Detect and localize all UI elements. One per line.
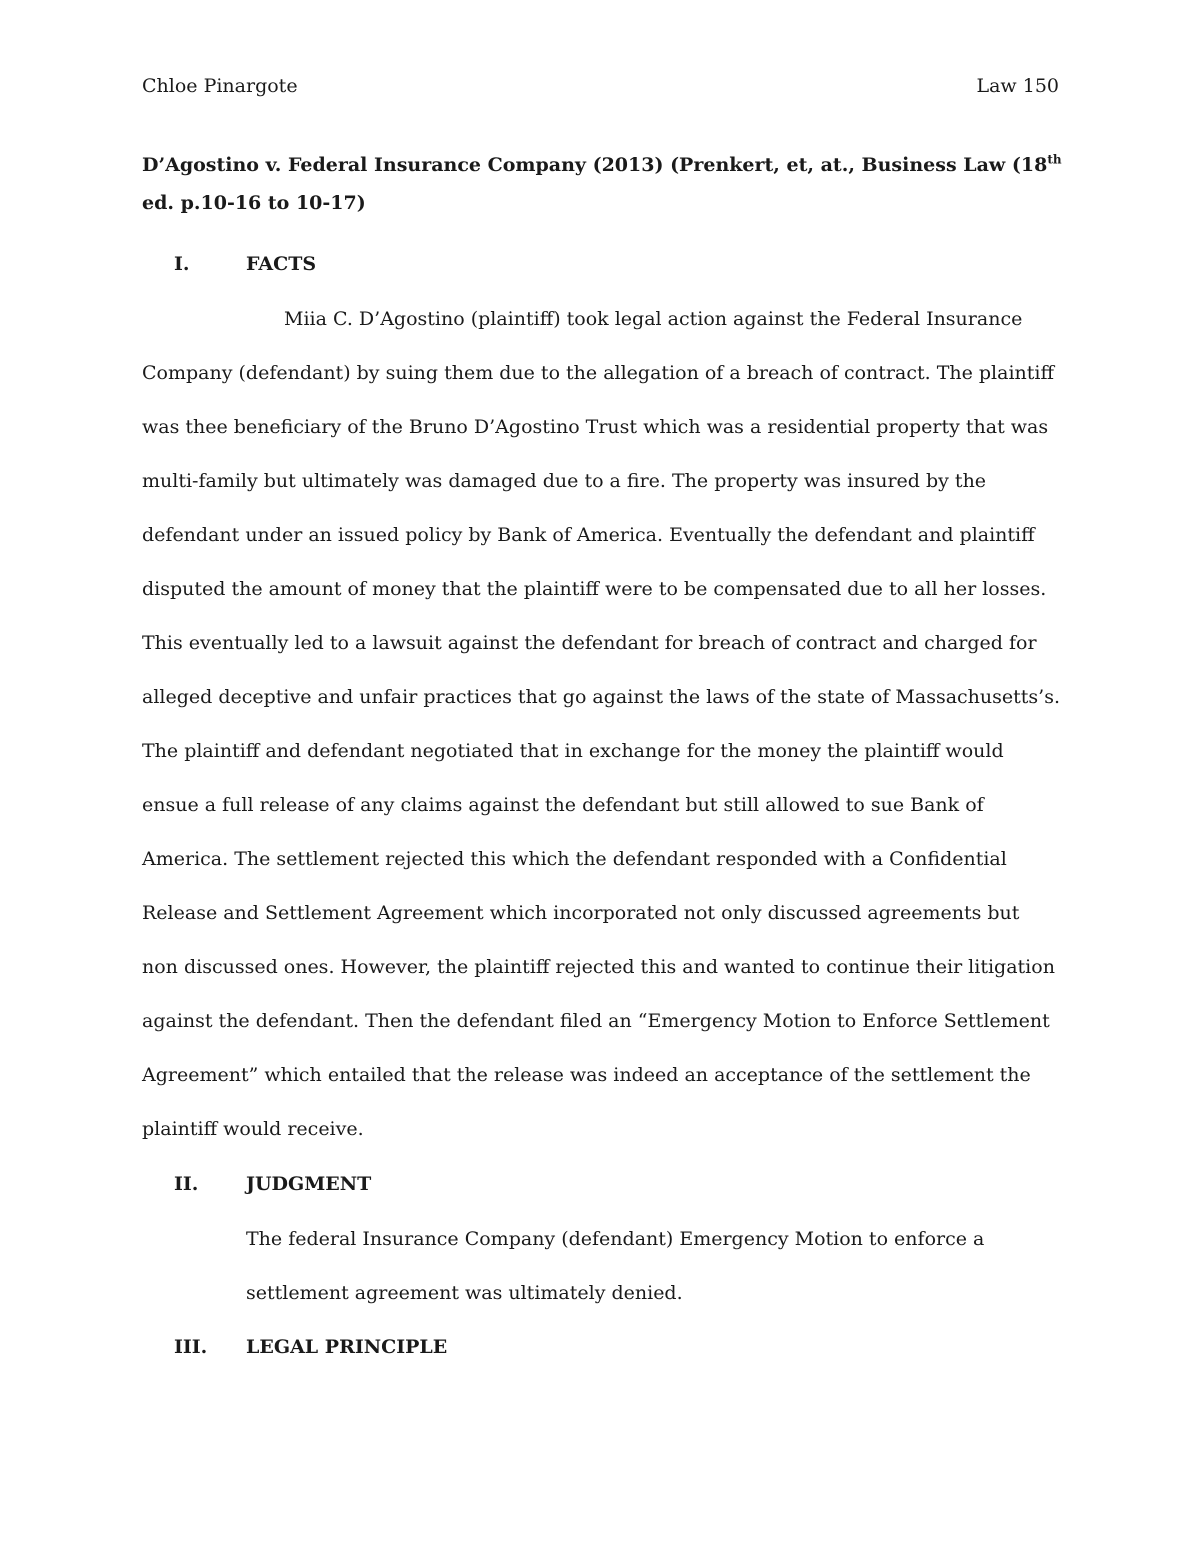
- case-title: [142, 146, 1072, 222]
- case-title-superscript: th: [1047, 152, 1062, 167]
- section-title: LEGAL PRINCIPLE: [246, 1336, 448, 1358]
- section-title: FACTS: [246, 253, 317, 275]
- section-number: II.: [174, 1173, 199, 1195]
- case-title-main: D’Agostino v. Federal Insurance Company (2013) (Prenkert, et, at., Business Law (18: [142, 154, 1048, 176]
- case-title-tail: ed. p.10-16 to 10-17): [142, 192, 366, 214]
- section-title: JUDGMENT: [246, 1173, 372, 1195]
- header-author: Chloe Pinargote: [142, 75, 298, 97]
- section-number: I.: [174, 253, 190, 275]
- judgment-paragraph: The federal Insurance Company (defendant) Emergency Motion to enforce a settlement agreement was ultimately denied.: [246, 1228, 985, 1304]
- header-course: Law 150: [976, 75, 1059, 97]
- facts-paragraph: Miia C. D’Agostino (plaintiff) took legal action against the Federal Insurance Company (defendant) by suing them due to the allegation of a breach of contract. The plaintiff was thee beneficiary of the Bruno D’Agostino Trust which was a residential property that was multi-family but ultimately was damaged due to a fire. The property was insured by the defendant under an issued policy by Bank of America. Eventually the defendant and plaintiff disputed the amount of money that the plaintiff were to be compensated due to all her losses. This eventually led to a lawsuit against the defendant for breach of contract and charged for alleged deceptive and unfair practices that go against the laws of the state of Massachusetts’s. The plaintiff and defendant negotiated that in exchange for the money the plaintiff would ensue a full release of any claims against the defendant but still allowed to sue Bank of America. The settlement rejected this which the defendant responded with a Confidential Release and Settlement Agreement which incorporated not only discussed agreements but non discussed ones. However, the plaintiff rejected this and wanted to continue their litigation against the defendant. Then the defendant filed an “Emergency Motion to Enforce Settlement Agreement” which entailed that the release was indeed an acceptance of the settlement the plaintiff would receive.: [142, 308, 1060, 1140]
- section-number: III.: [174, 1336, 208, 1358]
